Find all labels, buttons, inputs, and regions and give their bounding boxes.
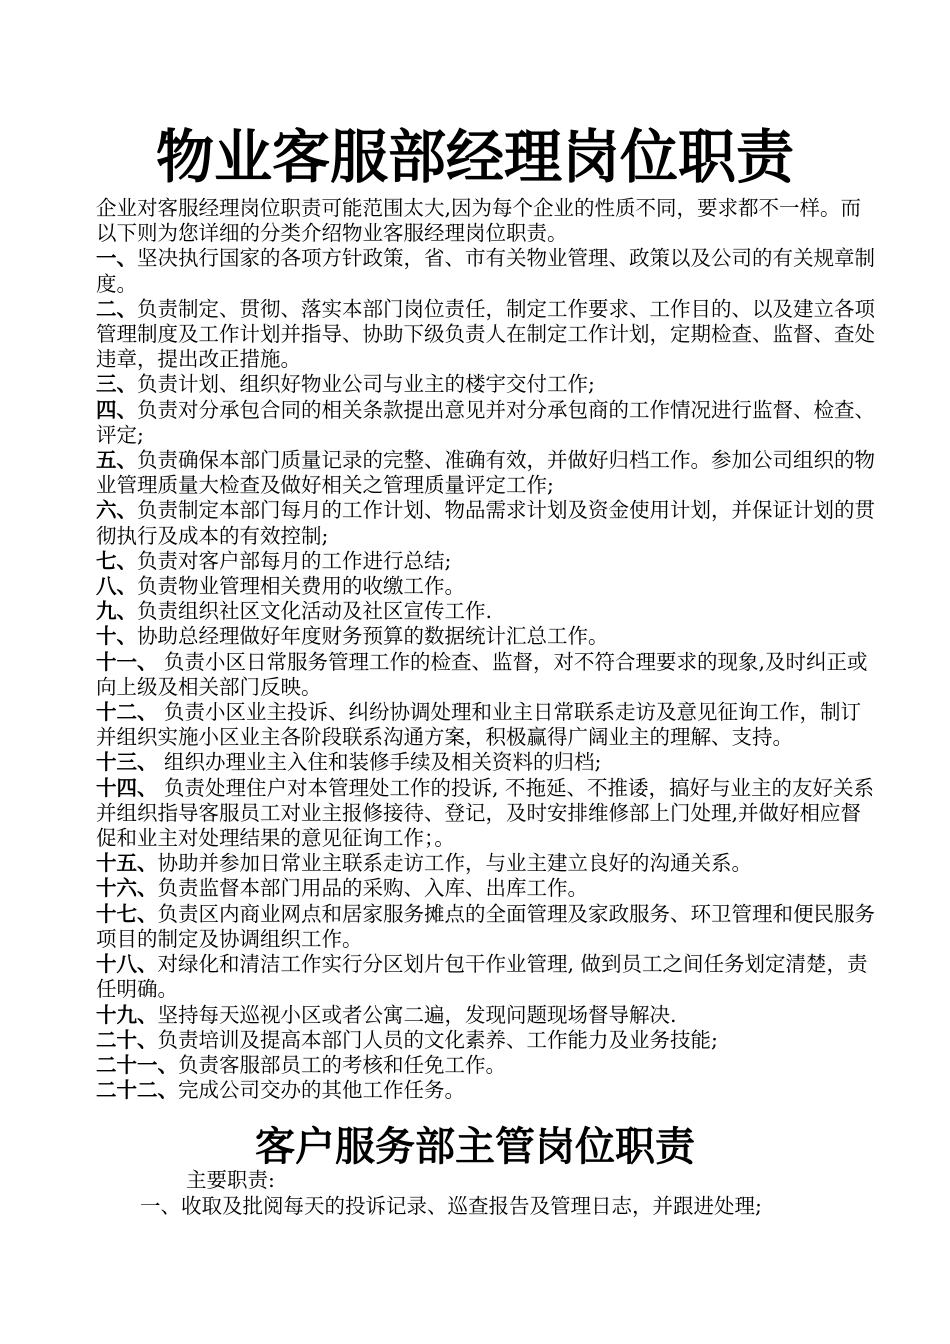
duty-item (96, 650, 876, 700)
duty-item-number: 十九、 (96, 1002, 158, 1027)
section2-title: 客户服务部主管岗位职责 (255, 1124, 695, 1170)
duty-item-number: 二、 (96, 296, 137, 321)
duty-item (96, 246, 876, 296)
intro-paragraph: 企业对客服经理岗位职责可能范围太大,因为每个企业的性质不同，要求都不一样。而以下则为您详细的分类介绍物业客服经理岗位职责。 (96, 196, 862, 246)
duty-item (96, 1053, 876, 1078)
duty-item-text: 负责监督本部门用品的采购、入库、出库工作。 (157, 876, 588, 901)
duty-item (96, 952, 876, 1002)
duty-item (96, 297, 876, 373)
duty-item-number: 六、 (96, 498, 137, 523)
duty-item-text: 负责处理住户对本管理处工作的投诉, 不拖延、不推诿，搞好与业主的友好关系并组织指导客服员工对业主报修接待、登记，及时安排维修部上门处理,并做好相应督促和业主对处理结果的意见征询工作；。 (96, 775, 875, 851)
duty-item-text: 负责对分承包合同的相关条款提出意见并对分承包商的工作情况进行监督、检查、评定; (96, 397, 875, 447)
duty-item-text: 负责计划、组织好物业公司与业主的楼宇交付工作; (137, 372, 595, 397)
duty-item-number: 三、 (96, 372, 137, 397)
duty-item (96, 599, 876, 624)
document-title: 物业客服部经理岗位职责 (155, 123, 794, 191)
duty-item-text: 坚决执行国家的各项方针政策，省、市有关物业管理、政策以及公司的有关规章制度。 (96, 246, 875, 296)
duty-item-text: 负责组织社区文化活动及社区宣传工作. (137, 599, 493, 624)
duty-item-text: 协助并参加日常业主联系走访工作，与业主建立良好的沟通关系。 (157, 851, 752, 876)
duty-item-number: 四、 (96, 397, 137, 422)
duty-item-number: 十六、 (96, 876, 158, 901)
duty-item-text: 负责小区日常服务管理工作的检查、监督，对不符合理要求的现象,及时纠正或向上级及相关部门反映。 (96, 649, 868, 699)
duty-item-text: 对绿化和清洁工作实行分区划片包干作业管理, 做到员工之间任务划定清楚，责任明确。 (96, 952, 868, 1002)
duty-item (96, 750, 876, 775)
duty-item-number: 七、 (96, 548, 137, 573)
duty-item (96, 498, 876, 548)
duty-item-number: 九、 (96, 599, 137, 624)
duty-item (96, 1028, 876, 1053)
duty-item-text: 负责确保本部门质量记录的完整、准确有效，并做好归档工作。参加公司组织的物业管理质量大检查及做好相关之管理质量评定工作; (96, 448, 875, 498)
duty-list (96, 246, 876, 1103)
section2-first-item: 一、收取及批阅每天的投诉记录、巡查报告及管理日志，并跟进处理; (140, 1194, 762, 1218)
duty-item-text: 负责制定本部门每月的工作计划、物品需求计划及资金使用计划，并保证计划的贯彻执行及成本的有效控制; (96, 498, 875, 548)
duty-item (96, 876, 876, 901)
duty-item-text: 负责对客户部每月的工作进行总结; (137, 548, 452, 573)
duty-item-text: 完成公司交办的其他工作任务。 (178, 1078, 465, 1103)
duty-item (96, 372, 876, 397)
duty-item-number: 十、 (96, 624, 137, 649)
document-body (96, 196, 876, 1103)
duty-item (96, 1003, 876, 1028)
duty-item-text: 负责客服部员工的考核和任免工作。 (178, 1052, 506, 1077)
duty-item (96, 574, 876, 599)
duty-item-text: 负责物业管理相关费用的收缴工作。 (137, 574, 465, 599)
duty-item (96, 1078, 876, 1103)
duty-item-number: 十八、 (96, 952, 158, 977)
duty-item (96, 902, 876, 952)
duty-item (96, 700, 876, 750)
duty-item-number: 一、 (96, 246, 137, 271)
duty-item-number: 十五、 (96, 851, 158, 876)
duty-item-number: 十三、 (96, 750, 158, 775)
duty-item (96, 398, 876, 448)
duty-item-text: 协助总经理做好年度财务预算的数据统计汇总工作。 (137, 624, 609, 649)
duty-item-number: 十二、 (96, 700, 158, 725)
duty-item-number: 二十、 (96, 1027, 158, 1052)
duty-item-text: 负责小区业主投诉、纠纷协调处理和业主日常联系走访及意见征询工作，制订并组织实施小区业主各阶段联系沟通方案，积极赢得广阔业主的理解、支持。 (96, 700, 862, 750)
duty-item-number: 八、 (96, 574, 137, 599)
duty-item-number: 二十二、 (96, 1078, 178, 1103)
duty-item-text: 负责制定、贯彻、落实本部门岗位责任，制定工作要求、工作目的、以及建立各项管理制度及工作计划并指导、协助下级负责人在制定工作计划，定期检查、监督、查处违章，提出改正措施。 (96, 296, 875, 372)
duty-item (96, 549, 876, 574)
duty-item (96, 624, 876, 649)
duty-item-number: 十四、 (96, 775, 158, 800)
duty-item-number: 二十一、 (96, 1052, 178, 1077)
duty-item (96, 448, 876, 498)
duty-item-text: 组织办理业主入住和装修手续及相关资料的归档; (157, 750, 602, 775)
section2-label: 主要职责: (186, 1168, 275, 1192)
duty-item-number: 十七、 (96, 901, 158, 926)
duty-item-text: 负责区内商业网点和居家服务摊点的全面管理及家政服务、环卫管理和便民服务项目的制定及协调组织工作。 (96, 901, 875, 951)
duty-item-number: 五、 (96, 448, 137, 473)
duty-item (96, 776, 876, 852)
duty-item-number: 十一、 (96, 649, 158, 674)
duty-item (96, 851, 876, 876)
duty-item-text: 坚持每天巡视小区或者公寓二遍，发现问题现场督导解决. (157, 1002, 677, 1027)
duty-item-text: 负责培训及提高本部门人员的文化素养、工作能力及业务技能; (157, 1027, 718, 1052)
